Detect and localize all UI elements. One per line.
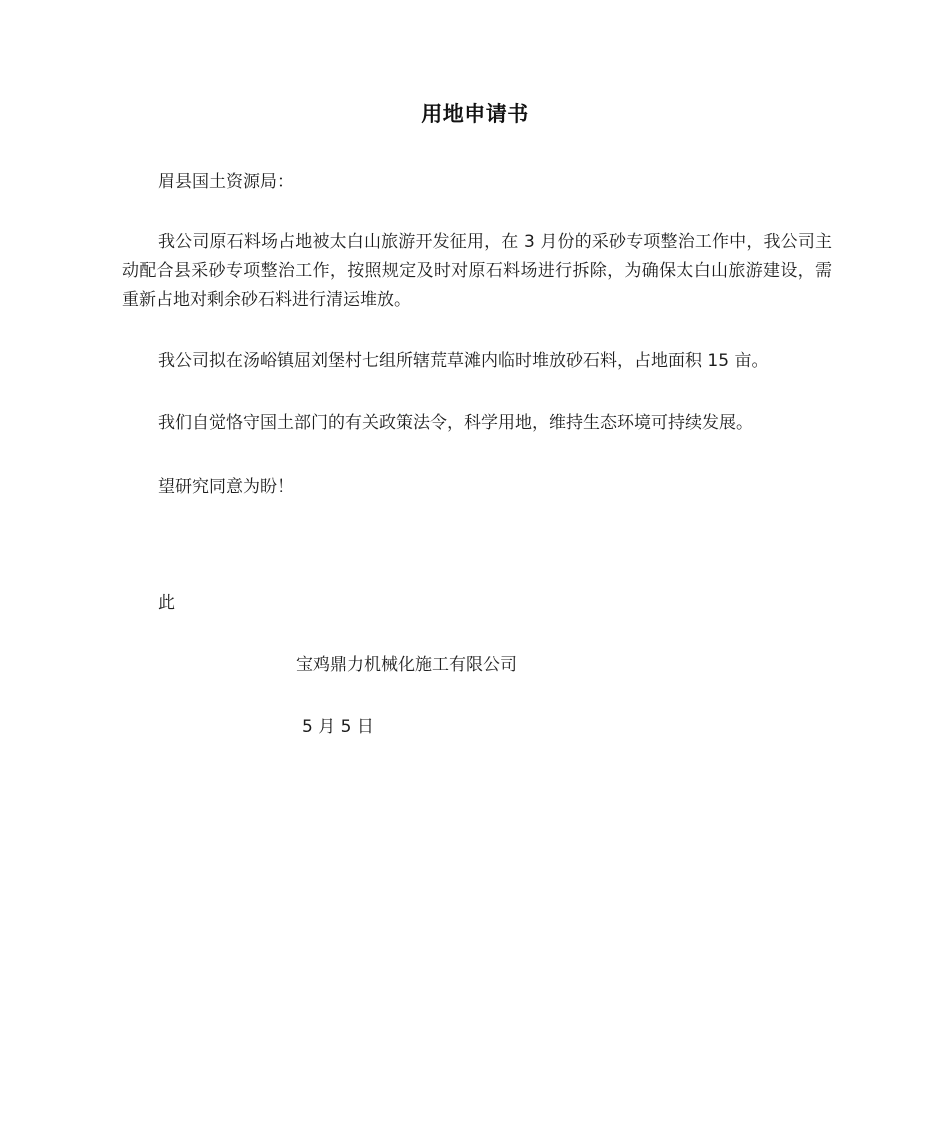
body-paragraph-3: 我们自觉恪守国土部门的有关政策法令，科学用地，维持生态环境可持续发展。 bbox=[158, 413, 753, 433]
body-paragraph-4: 望研究同意为盼！ bbox=[158, 477, 294, 497]
document-title: 用地申请书 bbox=[421, 102, 529, 126]
body-paragraph-2: 我公司拟在汤峪镇屈刘堡村七组所辖荒草滩内临时堆放砂石料，占地面积 15 亩。 bbox=[158, 351, 769, 371]
closing-text: 此 bbox=[158, 593, 175, 613]
body-paragraph-1: 我公司原石料场占地被太白山旅游开发征用，在 3 月份的采砂专项整治工作中，我公司主动配合县采砂专项整治工作，按照规定及时对原石料场进行拆除，为确保太白山旅游建设，需重新占地对剩余砂石料进行清运堆放。 bbox=[122, 232, 832, 310]
document-date: 5 月 5 日 bbox=[302, 717, 374, 737]
salutation: 眉县国土资源局： bbox=[158, 172, 294, 192]
company-signature: 宝鸡鼎力机械化施工有限公司 bbox=[296, 655, 517, 675]
